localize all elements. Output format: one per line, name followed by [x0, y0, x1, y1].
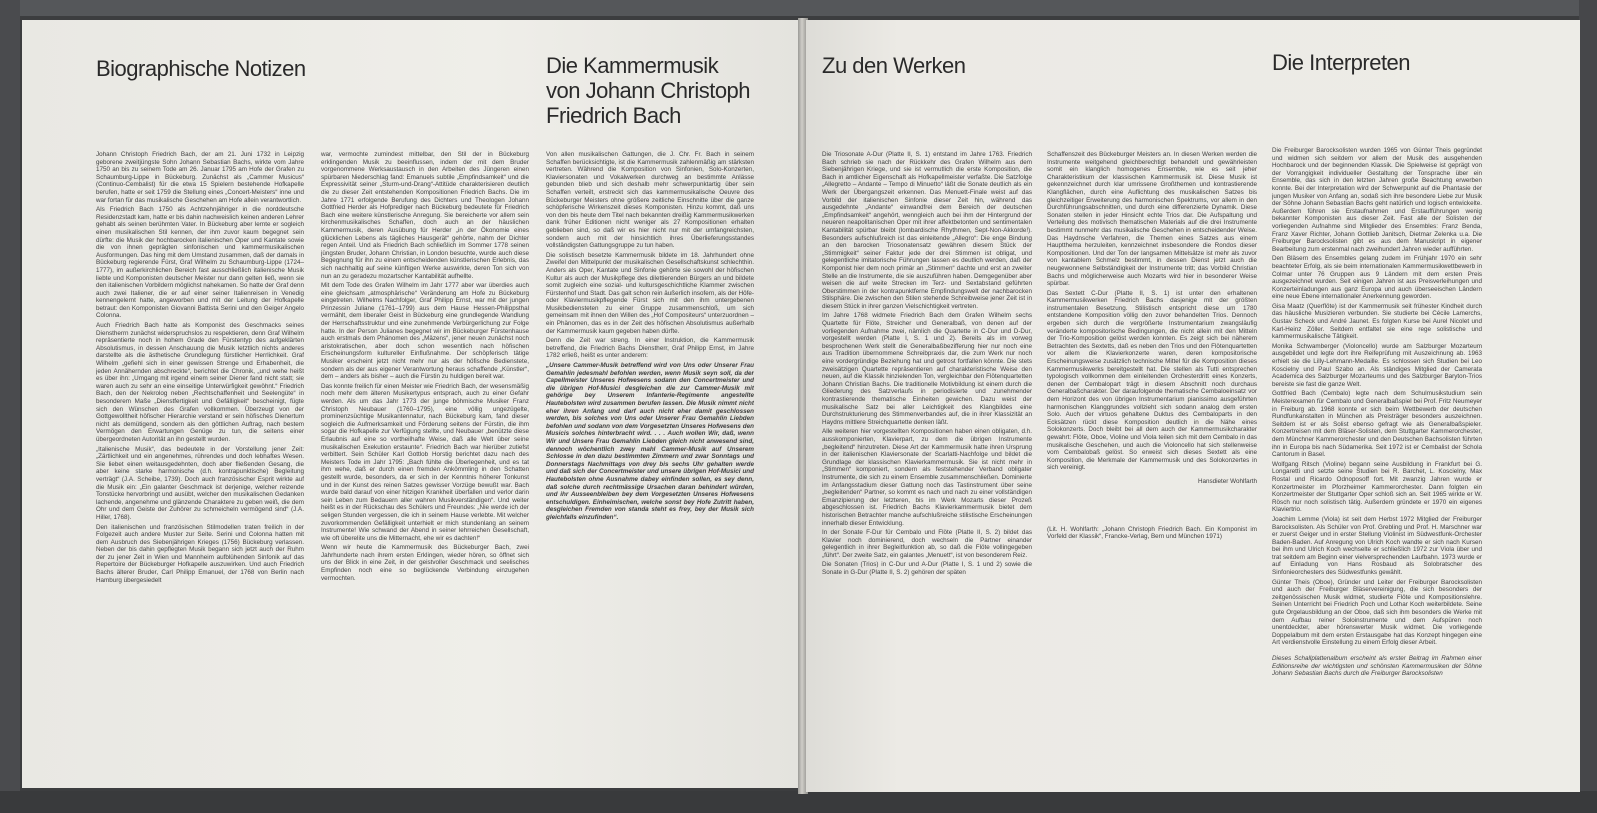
- author-signature: Hansdieter Wohlfarth: [1197, 477, 1257, 485]
- right-page: [806, 20, 1580, 792]
- heading-biography: Biographische Notizen: [96, 56, 306, 81]
- heading-performers: Die Interpreten: [1272, 50, 1411, 75]
- paragraph: Gisa Maatz (Querflöte) ist der Kammermusik seit frühester Kindheit durch das häusliche Musizieren verbunden. Sie studierte bei Cécile Lamerchs, Gustav Scheck und André Jaunet. Es folgten Kurse bei Aurel Nicolet und Karl-Heinz Zöller. Seitdem entfaltet sie eine rege solistische und kammermusikalische Tätigkeit.: [1272, 302, 1482, 341]
- instruction-quote: „Unsere Cammer-Musik betreffend wird von Uns oder Unserer Frau Gemahlin jedesmahl befohlen werden, wenn Musik seyn soll, da der Capellmeister Unseres Hofwesens sodann den Concertmeister und die übrigen Hof-Musici desgleichen die zur Cammer-Musik mit gehörige bey Unserem Infanterie-Regimente angestellte Hautebolsten wird zusammen berufen lassen. Die Musik nimmt nicht eher ihren Anfang und darf auch nicht eher damit geschlossen werden, bis solches von Uns oder Unserer Frau Gemahlin Liebden befohlen und sodann von dem Vorgesetzten Unseres Hofwesens den Musicis solches hinterbracht wird. . . . Auch wollen Wir, daß, wenn Wir und Unsere Frau Gemahlin Liebden gleich nicht anwesend sind, dennoch wöchentlich zwey mahl Cammer-Musik auf Unserem Schlosse in den dazu bestimmten Zimmern und zwar Sonntags und Donnerstags Nachmittags von drey bis sechs Uhr gehalten werde und daß sich der Concertmeister und unsere übrigen Hof-Musici und Hautebolsten ohne Ausnahme dabey einfinden sollen, es sey denn, daß solche durch rechtmässige Ursachen daran behindert würden, und ihr Ausseenbleiben bey dem Vorgesetzten Unseres Hofwesens entschuldigen. Einheimischen, welche sonst bey Hofe Zutritt haben, desgleichen Fremden von standa steht es frey, bey der Musik sich gleichfalls einzufinden“.: [546, 362, 754, 521]
- paragraph: „Italienische Musik“, das bedeutete in der Vorstellung jener Zeit: „Zärtlichkeit und ein angenehmes, rührendes und doch lebhaftes Wesen. Sie liebet einen weitausgedehnten, doch aber fließenden Gesang, die aber keine starke harmonische (d.h. kontrapunktische) Begleitung verträgt“ (J.A. Scheibe, 1739). Doch auch französischer Esprit wirkte auf die Musik ein: „Ein galanter Geschmack ist derjenige, welcher reizende Tonstücke hervorbringt und ausübt, welcher den musikalischen Gedanken lachende, angenehme und glänzende Charaktere zu geben weiß, die dem Ohr und dem Geiste der Zuhörer zu schmeicheln vermögend sind“ (J.A. Hiller, 1768).: [96, 445, 304, 521]
- paragraph: Johann Christoph Friedrich Bach, der am 21. Juni 1732 in Leipzig geborene zweitjüngste Sohn Johann Sebastian Bachs, wirkte vom Jahre 1750 an bis zu seinem Tode am 26. Januar 1795 am Hofe der Grafen zu Schaumburg-Lippe in Bückeburg. Zunächst als „Cammer Musicus“ (Continuo-Cembalist) für die etwa 15 Spielern bestehende Hofkapelle berufen, hatte er seit 1759 die Stellung eines „Concert-Meisters“ inne und war fortan für das musikalische Geschehen am Hofe allein verantwortlich.: [96, 151, 304, 204]
- heading-chamber-music-line-2: von Johann Christoph: [546, 78, 751, 103]
- paragraph: Alle weiteren hier vorgestellten Kompositionen haben einen obligaten, d.h. ausskomponierten, Klavierpart, zu dem die übrigen Instrumente „begleitend“ hinzutreten. Diese Art der Kammermusik hatte ihren Ursprung in der italienischen Klaviersonate der Scarlatti-Nachfolge und bildet die Grundlage der klassischen Klavierkammermusik. Sie ist nicht mehr in „Stimmen“ komponiert, sondern als feststehender Verband obligater Instrumente, die sich zu einem Ensemble zusammenschließen. Dominierte im Anfangsstadium dieser Gattung noch das Tastinstrument über seine „begleitenden“ Partner, so kommt es nach und nach zu einer vollständigen Emanzipierung der letzteren, bis im Werk Mozarts dieser Prozeß abgeschlossen ist. Friedrich Bachs Klavierkammermusik bietet dem historischen Betrachter manche aufschlußreiche stilistische Erscheinungen innerhalb dieser Entwicklung.: [822, 428, 1032, 527]
- paragraph: Auch Friedrich Bach hatte als Komponist des Geschmacks seines Dienstherrn zunächst widerspruchslos zu respektieren, denn Graf Wilhelm repräsentierte noch in hohem Grade den Fürstentyp des aufgeklärten Absolutismus, in dessen Anschauung die Musik letztlich nichts anderes darstellte als die ästhetische Grundlegung fürstlicher Herrlichkeit. Graf Wilhelm „gefiehl sich in einer gewissen Strenge und Erhabenheit, die jeden Annähernden abschreckte“, berichtet die Chronik, „und wehe heißt es über ihn: „Umgang mit irgend einem seiner Diener fand nicht statt; sie waren auch zu sehr an eine einseitige Unterwürfigkeit gewöhnt.“ Friedrich Bach, den der Nekrolog neben „Rechtschaffenheit und Seelengüte“ in besonderem Maße „Dienstfertigkeit und Gefälligkeit“ bescheinigt, fügte sich den Wünschen des Grafen vollkommen. Überzeugt von der Gottgewolltheit höfischer Hierarchie verstand er sein höfisches Dienertum nicht als demütigend, sondern als den göttlichen Auftrag, nach bestem Vermögen den Erwartungen Genüge zu tun, die seitens einer übergeordneten Autorität an ihn gestellt wurden.: [96, 322, 304, 443]
- heading-chamber-music: [546, 53, 750, 128]
- paragraph: Denn die Zeit war streng. In einer Instruktion, die Kammermusik betreffend, die Friedrich Bachs Dienstherr, Graf Philipp Ernst, im Jahre 1782 erließ, heißt es unter anderem:: [546, 337, 754, 360]
- album-credit: Dieses Schallplattenalbum erscheint als erster Beitrag im Rahmen einer Editionsreihe der wichtigsten und schönsten Kammermusiken der Söhne Johann Sebastian Bachs durch die Freiburger Barocksolisten: [1272, 655, 1482, 678]
- performers-column: [1272, 147, 1482, 767]
- paragraph: Das konnte freilich für einen Meister wie Friedrich Bach, der wesensmäßig noch mehr dem älteren Musikertypus entsprach, auch zu einer Gefahr werden. Als um das Jahr 1773 der junge böhmische Musiker Franz Christoph Neubauer (1760–1795), eine völlig ungezügelte, prominenzsüchtige Musikantennatur, nach Bückeburg kam, fand dieser sogleich die Aufmerksamkeit und Förderung seitens der Fürstin, die ihm sogar die Hofkapelle zur Verfügung stellte, und Neubauer „benützte diese Erlaubnis auf eine so vortheilhafte Weise, daß alle Welt über seine musikalischen Exekution erstaunte“. Friedrich Bach war hierüber zutiefst verbittert. Sein Schüler Karl Gottlob Horstig berichtet dazu nach des Meisters Tode im Jahr 1795: „Bach fühlte die Überlegenheit, und es tat ihm wehe, daß er durch einen fremden Ankömmling in den Schatten gestellt wurde, besonders, da er sich in der Kenntnis höherer Tonkunst und in der Kunst des reinen Satzes gewisser Vorzüge bewußt war. Bach wurde bald darauf von einer hitzigen Krankheit überfallen und verlor darin sein Leben zum Bedauern aller wahren Musikverständigen“. Und weiter heißt es in der Rückschau des Schülers und Freundes: „Nie werde ich der seligen Stunden vergessen, die ich in seinem Hause verlebte. Mit welcher zuvorkommenden Gefälligkeit unterhielt er mich stundenlang an seinem Instrumente! Wie schwand der Abend in seiner lehrreichen Gesellschaft, wie oft überelite uns die Mitternacht, ehe wir es dachten!“: [321, 382, 529, 542]
- paragraph: war, vermochte zumindest mittelbar, den Stil der in Bückeburg erklingenden Musik zu beeinflussen, indem der mit dem Bruder vorgenommene Werksaustausch in den Arbeiten des Jüngeren einen spürbaren Niederschlag fand: Emanuels subtile „Empfindsamkeit“ und die Expressivität seiner „Sturm-und-Drang“-Attitüde charakterisieren deutlich die zu dieser Zeit entstehenden Kompositionen Friedrich Bachs. Die im Jahre 1771 erfolgende Berufung des Dichters und Theologen Johann Gottfried Herder als Hofprediger nach Bückeburg bedeutete für Friedrich Bach eine weitere künstlerische Anregung. Sie bereicherte vor allem sein kirchenmusikalisches Schaffen, doch auch an der häuslichen Kammermusik, deren Ausübung für Herder „in der Ökonomie eines glücklichen Lebens als tägliches Hausgerät“ gehörte, nahm der Dichter regen Anteil. Und als Friedrich Bach schließlich im Sommer 1778 seinen jüngsten Bruder, Johann Christian, in London besuchte, wurde auch diese Begegnung für ihn zu einem entscheidenden künstlerischen Erlebnis, das sich nachhaltig auf seine künftigen Werke auswirkte, deren Ton sich von nun an zu geradezu mozartscher Kantabilität aufhellte.: [321, 151, 529, 280]
- paragraph: Gottfried Bach (Cembalo) legte nach dem Schulmusikstudium sein Meisterexamen für Cembalo und Generalbaßspiel bei Prof. Fritz Neumeyer in Freiburg ab. 1968 konnte er sich beim Wettbewerb der deutschen Rundfunkanstalten in München als Preisträger besonders auszeichnen. Seitdem ist er als Solist ebenso gefragt wie als Generalbaßspieler. Konzertreisen mit dem Bläser-Solisten, dem Stuttgarter Kammerorchester, dem Münchner Kammerorchester und den Deutschen Bachsolisten führten ihn in Europa bis nach Südamerika. Seit 1972 ist er Cembalist der Schola Cantorum in Basel.: [1272, 390, 1482, 459]
- heading-chamber-music-line-1: Die Kammermusik: [546, 53, 719, 78]
- paragraph: Joachim Lemme (Viola) ist seit dem Herbst 1972 Mitglied der Freiburger Barocksolisten. Als Schüler von Prof. Grebling und Prof. H. Marschner war er zuerst Geiger und in erster Stellung Violinist im Südwestfunk-Orchester Baden-Baden. Auf Anregung von Ulrich Koch wandte er sich nach Kursen bei ihm und Ulrich Koch wechselte er schließlich 1972 zur Viola über und trat seitdem am Beginn einer vielversprechenden Laufbahn. 1973 wurde er auf Einladung von Hans Rosbaud als Solobratscher des Sinfonieorchesters des Südwestfunks gewählt.: [1272, 515, 1482, 577]
- paragraph: Wolfgang Ritsch (Violine) begann seine Ausbildung in Frankfurt bei G. Longaretti und setzte seine Studien bei R. Barchet, L. Koscielny, Max Rostal und Ricardo Odnoposoff fort. Mit zwanzig Jahren wurde er Konzertmeister im Pforzheimer Kammerorchester. Dann folgten ein Konzertmeister der Stuttgarter Oper schloß sich an. Seit 1965 wirkte er W. Rösch nur noch solistisch tätig. Außerdem gründete er 1970 ein eigenes Klaviertrio.: [1272, 460, 1482, 514]
- paragraph: Im Jahre 1768 widmete Friedrich Bach dem Grafen Wilhelm sechs Quartette für Flöte, Streicher und Generalbaß, von denen auf der vorliegenden Aufnahme zwei, nämlich die Quartette in C-Dur und D-Dur, vorgestellt werden (Platte I, S. 1 und 2). Bereits als im vorweg besprochenen Werk stellt die Generalbaßbezifferung hier nur noch eine aus Tradition übernommene Schreibpraxis dar, die zum Werk nur noch eine vordergründige Beziehung hat und getrost fortfallen könnte. Die stets zweisätzigen Quartette repräsentieren auf charakteristische Weise den neuen, auf die Klassik hinzielenden Ton, vergleichbar den Flötenquartetten Johann Christian Bachs. Die traditionelle Motivbildung ist einem durch die Gliederung des Satzverlaufs in periodisierte und zunehmender kontrastierende thematische Einheiten gewichen. Dazu weist der musikalische Satz bei aller Leichtigkeit des Klangbildes eine Durchstrukturierung des Stimmenverbandes auf, die in ihrer Klassizität an Haydns mittlere Streichquartette denken läßt.: [822, 312, 1032, 426]
- paragraph: Den Bläsern des Ensembles gelang zudem im Frühjahr 1970 ein sehr beachteter Erfolg, als sie beim internationalen Kammermusikwettbewerb in Colmar unter 76 Gruppen aus 9 Ländern mit dem ersten Preis ausgezeichnet wurden. Seit einigen Jahren ist aus Preisverleihungen und Konzerteinladungen aus ganz Europa und auch überseeischen Ländern eine neue Ebene internationaler Anerkennung geworden.: [1272, 255, 1482, 301]
- paragraph: Die Freiburger Barocksolisten wurden 1965 von Günter Theis gegründet und widmen sich seitdem vor allem der Musik des ausgehenden Hochbarock und der beginnenden Klassik. Die Spielweise ist geprägt von der Vorrangigkeit individueller Gestaltung der Tonsprache über ein Ensemble, das sich in den letzten Jahren große Beachtung erwerben konnte. Bei der Interpretation wird der Schwerpunkt auf die Phantasie der jungen Musiker von Anfang an, sodaß sich ihre besondere Liebe zur Musik der Söhne Johann Sebastian Bachs geht natürlich und logisch entwickelte. Außerdem führen sie Erstaufnahmen und Erstaufführungen wenig bekannter Komponisten aus dieser Zeit. Fast alle der Solisten der vorliegenden Aufnahme sind Mitglieder des Ensembles: Franz Benda, Franz Xaver Richter, Johann Gottlieb Janitsch, Dietmar Zelenka u.a. Die Freiburger Barocksolisten gibt es aus dem Manuskript in eigener Bearbeitung zum erstenmal nach zweihundert Jahren wieder aufführten.: [1272, 147, 1482, 253]
- paragraph: Die Sonaten (Trios) in C-Dur und A-Dur (Platte I, S. 1 und 2) sowie die Sonate in G-Dur (Platte II, S. 2) gehören der späten: [822, 561, 1032, 577]
- paragraph: Schaffenszeit des Bückeburger Meisters an. In diesen Werken werden die Instrumente weitgehend gleichberechtigt behandelt und gewährleisten somit ein klanglich homogenes Ensemble, wie es seit jeher Charakteristikum der klassischen Kammermusik ist. Diese Musik ist gekennzeichnet durch klar umrissene Großthemen und kontrastierende Klangflächen, durch eine Auflichtung des musikalischen Satzes bis gleichzeitiger Erweiterung des harmonischen Spektrums, vor allem in den Durchführungsabschnitten, und durch eine differenzierte Dynamik. Diese Sonaten stellen in jeder Hinsicht echte Trios dar. Die Aufspaltung und Verteilung des motivisch thematischen Materials auf die drei Instrumente bestimmt nunmehr das musikalische Geschehen in entscheidender Weise. Das Haydnsche Verfahren, die Themen eines Satzes aus einem Hauptthema herzuleiten, kennzeichnet insbesondere die Rondos dieser Kompositionen. Und der Ton der langsamen Mittelsätze ist mehr als zuvor von kantablem Schmelz bestimmt, in dessen Dienst jetzt auch die neugewonnene Selbständigkeit der Instrumente tritt; das Vorbild Christian Bachs und möglicherweise auch Mozarts wird hier in besonderer Weise spürbar.: [1047, 151, 1257, 288]
- paragraph: In der Sonate F-Dur für Cembalo und Flöte (Platte II, S. 2) bildet das Klavier noch dominierend, doch wechseln die Partner einander gelegentlich in ihrer Begleitfunktion ab, so daß die Flöte vollingegeben „führt“. Der zweite Satz, ein galantes „Menuett“, ist von besonderem Reiz.: [822, 529, 1032, 559]
- frame-left: [0, 0, 20, 813]
- paragraph: Als Friedrich Bach 1750 als Achtzehnjähriger in die norddeutsche Residenzstadt kam, hatte er bis dahin nachweislich keinen anderen Lehrer gehabt als seinen berühmten Vater. In Bückeburg aber lernte er sogleich einen musikalischen Stil kennen, der ihm zuvor kaum begegnet sein dürfte: die Musik der hochbarocken italienischen Oper und Kantate sowie die von ihnen geprägten sinfonischen und kammermusikalischen Ausformungen. Das hing mit dem Umstand zusammen, daß der damals in Bückeburg regierende Fürst, Graf Wilhelm zu Schaumburg-Lippe (1724–1777), im außerkirchlichen Bereich fast ausschließlich italienische Musik liebte und Komponisten deutscher Meister nur dann gelten ließ, wenn sie den italienischen Vorbildern möglichst nahekamen. So hatte der Graf denn auch zwei Italiener, die er auf einer seiner Italienreisen in Venedig kennengelernt hatte, angeworben und mit der Leitung der Hofkapelle betraut: den Komponisten Giovanni Battista Serini und den Geiger Angelo Colonna.: [96, 206, 304, 320]
- chamber-music-column: [546, 151, 754, 681]
- works-column-2: [1047, 151, 1257, 771]
- paragraph: Die Triosonate A-Dur (Platte II, S. 1) entstand im Jahre 1763. Friedrich Bach schrieb sie nach der Rückkehr des Grafen Wilhelm aus dem Siebenjährigen Kriege, und sie ist vermutlich die erste Komposition, die Bach in amtlicher Eigenschaft als Hofkapellmeister verfaßte. Die Satzfolge „Allegretto – Andante – Tempo di Minuetto“ läßt die Sonate deutlich als ein Werk der Übergangszeit erkennen. Das Menuett-Finale weist auf das Vorbild der italienischen Sinfonie dieser Zeit hin, während das ausgedehnte „Andante“ einwandfrei dem Bereich der deutschen „Empfindsamkeit“ angehört, wenngleich auch bei ihm der Hintergrund der neueren neapolitanischen Oper mit ihrer affektbetonten und sentimentalen Kantabilität spürbar bleibt (lombardische Rhythmen, Sept-Non-Akkorde!). Besonders aufschlußreich ist das einleitende „Allegro“: Die enge Bindung an den barocken Triosonatensatz gewähren diesem Stück der „Stimmigkeit“ seiner Faktur jede der drei Stimmen ist obligat, und gelegentliche imitatorische Führungen lassen es deutlich werden, daß der Komponist hier dem noch primär an „Stimmen“ dachte und erst an zweiter Stelle an die Instrumente, die sie auszuführen haben. Demgegenüber aber weisen die auf weite Strecken im Terz- und Sextabstand geführten Oberstimmen in der kontrapunktferne Empfindungswelt der nachbarocken Stilsphäre. Die zwischen den Stilen stehende Schreibweise jener Zeit ist in diesem Stück in ihrer ganzen Vielschichtigkeit vertreten.: [822, 151, 1032, 310]
- biography-column-2: [321, 151, 529, 776]
- biography-column-1: [96, 151, 304, 776]
- paragraph: Günter Theis (Oboe), Gründer und Leiter der Freiburger Barocksolisten und auch der Freiburger Bläservereinigung, die sich besonders der zeitgenössischen Musik widmet, studierte Flöte und Kompositionslehre. Seinen Unterricht bei Friedrich Poch und Lothar Koch weiterbildete. Seine gute Orgelausbildung an der Oboe, daß sich ihm besonders die Werke mit dem Aufbau reiner Soloinstrumente und dem Aufspüren noch unentdeckter, aber hörenswerter Musik widmet. Die vorliegende Doppelalbum mit dem ersten Erstausgabe hat das Konzept hingegen eine Art verdienstvolle Einstellung zu einem Erfolg dieser Arbeit.: [1272, 578, 1482, 647]
- paragraph: Den italienischen und französischen Stilmodellen traten freilich in der Folgezeit auch andere Muster zur Seite. Serini und Colonna hatten mit dem Ausbruch des Siebenjährigen Krieges (1756) Bückeburg verlassen. Neben der bis dahin gepflegten Musik begann sich jetzt auch der Ruhm der zu jener Zeit in Wien und Mannheim aufblühenden Sinfonik auf das Repertoire der Bückeburger Hofkapelle auszuwirken. Und auch Friedrich Bachs älterer Bruder, Carl Philipp Emanuel, der 1768 von Berlin nach Hamburg übergesiedelt: [96, 523, 304, 584]
- heading-works: Zu den Werken: [822, 53, 966, 78]
- works-column-1: [822, 151, 1032, 771]
- paragraph: Mit dem Tode des Grafen Wilhelm im Jahr 1777 aber war überdies auch eine gleichsam „atmosphärische“ Veränderung am Hofe zu Bückeburg eingetreten. Wilhelms Nachfolger, Graf Philipp Ernst, war mit der jungen Prinzessin Juliane (1761–1799) aus dem Hause Hessen-Philippsthal vermählt, dem liberaler Geist in Bückeburg eine grundlegende Wandlung der Herrschaftsstruktur und eine zunehmende Verbürgerlichung zur Folge hatte. In der Person Julianes begegnet wir im Bückeburger Fürstenhause auch erstmals dem Phänomen des „Mäzens“, jener neuen zunächst noch aristokratischen, aber doch schon wesentlich nach höfischen Erscheinungsform kultureller Einflußnahme. Der schöpferisch tätige Musiker erscheint jetzt nicht mehr nur als der höfische Bedienstete, sondern als der aus eigener Verantwortung heraus schaffende „Künstler“, dem – anders als bisher – auch die Fürstin zu huldigen bereit war.: [321, 282, 529, 381]
- literature-reference: (Lit. H. Wohlfarth: „Johann Christoph Friedrich Bach. Ein Komponist im Vorfeld der Klassik“, Francke-Verlag, Bern und München 1971): [1047, 525, 1257, 541]
- frame-right: [1579, 0, 1597, 813]
- frame-top: [0, 0, 1597, 16]
- heading-chamber-music-line-3: Friedrich Bach: [546, 103, 681, 128]
- paragraph: Das Sextett C-Dur (Platte II, S. 1) ist unter den erhaltenen Kammermusikwerken Friedrich Bachs dasjenige mit der größten instrumentalen Besetzung. Stilistisch entspricht diese um 1780 entstandene Komposition völlig den zuvor behandelten Trios. Dennoch ergeben sich durch die vergrößerte Instrumentarium zwangsläufig veränderte kompositorische Bedingungen, die nicht allein mit den Mitteln der Trio-Komposition gelöst werden konnten. Es zeigt sich bei näherem Betrachten des Sextetts, daß es neben den Trios und den Flötenquartetten vor allem die Klavierkonzerte waren, deren kompositorische Erscheinungsweise zusätzlich technische Mittel für die Komposition dieses Kammermusikwerks bereitgestellt hat. Die stellen als Tutti entsprechen typologisch vollkommen dem einleitenden Orchesterdritt eines Konzerts, denen der Cembalopart trägt in diesem Abschnitt noch durchaus Generalbaßcharakter. Der daraufolgende thematische Cembaloeinsatz vor dem Horizont des von übrigen Instrumentarium pianissimo ausgeführten harmonischen Klanggrundes vollzieht sich sodann analog dem ersten Solo. Auch der virtuos gehaltene Duktus des Cembaloparts in den Ecksätzen rückt diese Komposition deutlich in die Nähe eines Solokonzerts. Doch bleibt bei all dem auch der Kammermusikcharakter gewahrt: Flöte, Oboe, Violine und Viola teilen sich mit dem Cembalo in das musikalische Geschehen, und auch die Violoncello hat sich stellenweise vom Cembalobaß gelöst. So erweist sich dieses Sextett als eine Komposition, die Merkmale der Kammermusik und des Solokonzertes in sich vereinigt.: [1047, 289, 1257, 472]
- paragraph: Die solistisch besetzte Kammermusik bildete im 18. Jahrhundert ohne Zweifel den Mittelpunkt der musikalischen Gesellschaftskunst schlechthin. Anders als Oper, Kantate und Sinfonie gehörte sie sowohl der höfischen Kultur als auch der Musikpflege des dilettierenden Bürgers an und bildete somit zugleich eine sozial- und kultursgeschichtliche Klammer zwischen Fürstenhof und Stadt. Das galt schon rein äußerlich insofern, als der Höfe- oder Klaviermusikpflegende Fürst sich mit den ihm untergebenen Musikbediensteten zu einer Gruppe zusammenschloß, um sich gemeinsam mit ihnen den Willen des „Hof Compositeurs“ unterzuordnen – ein Phänomen, das es in der Zeit des höfischen Absolutismus außerhalb der Kammermusik kaum gegeben haben dürfte.: [546, 251, 754, 335]
- left-page: [22, 20, 800, 788]
- paragraph: Wenn wir heute die Kammermusik des Bückeburger Bach, zwei Jahrhunderte nach ihrem ersten Erklingen, wieder hören, so öffnet sich uns der Blick in eine Zeit, in der geistvoller Geschmack und seelisches Empfinden noch eine so beglückende Verbindung einzugehen vermochten.: [321, 544, 529, 582]
- paragraph: Von allen musikalischen Gattungen, die J. Chr. Fr. Bach in seinem Schaffen berücksichtigte, ist die Kammermusik zahlenmäßig am stärksten vertreten. Während die Komposition von Sinfonien, Solo-Konzerten, Klaviersonaten und Vokalwerken durchweg an bestimmte Anlässe gebunden blieb und sich deshalb mehr schwerpunktartig über sein Schaffen verteilt, erstreckt sich das kammermusikalische Oeuvre des Bückeburger Meisters ohne größere zeitliche Einschnitte über die ganze schöpferische Wirkenszeit dieses Komponisten. Hinzu kommt, daß uns von den bis heute dem Titel nach bekannten dreißig Kammermusikwerken dank früher Editionen nicht weniger als 27 Kompositionen erhalten geblieben sind, so daß wir es hier nicht nur mit der umfangreichsten, sondern auch mit der hinsichtlich ihres Überlieferungsstandes vollständigsten Gattungsgruppe zu tun haben.: [546, 151, 754, 250]
- frame-bottom: [0, 791, 1597, 813]
- paragraph: Monika Schwamberger (Violoncello) wurde am Salzburger Mozarteum ausgebildet und legte dort ihre Reifeprüfung mit Auszeichnung ab. 1963 erhielt sie die Lilly-Lehmann-Medaille. Es schlossen sich Studien bei Leo Koscielny und Paul Szabo an. Als ständiges Mitglied der Camerata Academica des Salzburger Mozarteums und des Salzburger Baryton-Trios bereiste sie fast die ganze Welt.: [1272, 342, 1482, 388]
